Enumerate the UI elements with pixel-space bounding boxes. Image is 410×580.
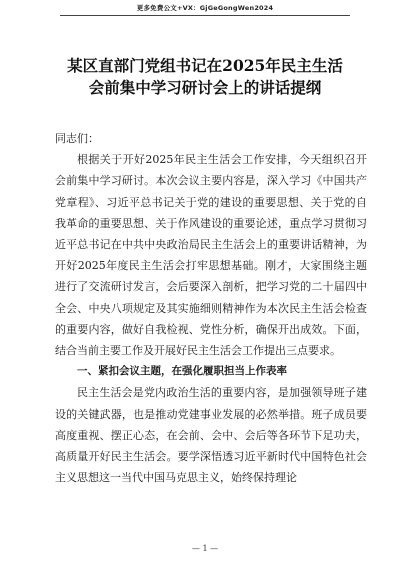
- paragraph-section-1: 民主生活会是党内政治生活的重要内容，是加强领导班子建设的关键武器，也是推动党建事业发展的必然举措。班子成员要高度重视、摆正心态，在会前、会中、会后等各环节下足功夫，高质量开好民主生活会。要学深悟透习近平新时代中国特色社会主义思想这一当代中国马克思主义，始终保持理论: [55, 386, 367, 485]
- paragraph-intro: 根据关于开好2025年民主生活会工作安排，今天组织召开会前集中学习研讨。本次会议主要内容是，深入学习《中国共产党章程》、习近平总书记关于党的建设的重要思想、关于党的自我革命的重要思想、关于作风建设的重要论述，重点学习贯彻习近平总书记在中共中央政治局民主生活会上的重要讲话精神，为开好2025年度民主生活会打牢思想基础。刚才，大家围绕主题进行了交流研讨发言，会后要深入剖析，把学习党的二十届四中全会、中央八项规定及其实施细则精神作为本次民主生活会检查的重要内容，做好自我检视、党性分析，确保开出成效。下面，结合当前主要工作及开展好民主生活会工作提出三点要求。: [55, 153, 367, 358]
- header-watermark-text: 更多免费公文+VX：GjGeGongWen2024: [136, 4, 274, 12]
- title-line-2: 会前集中学习研讨会上的讲话提纲: [88, 78, 322, 97]
- salutation: 同志们：: [55, 132, 99, 145]
- document-body: [55, 128, 367, 488]
- title-line-1: 某区直部门党组书记在2025年民主生活: [67, 56, 343, 75]
- section-heading-1: 一、紧扣会议主题，在强化履职担当上作表率: [77, 365, 287, 378]
- document-title: [40, 55, 370, 99]
- page-number: — 1 —: [191, 544, 219, 553]
- header-divider: [60, 15, 350, 16]
